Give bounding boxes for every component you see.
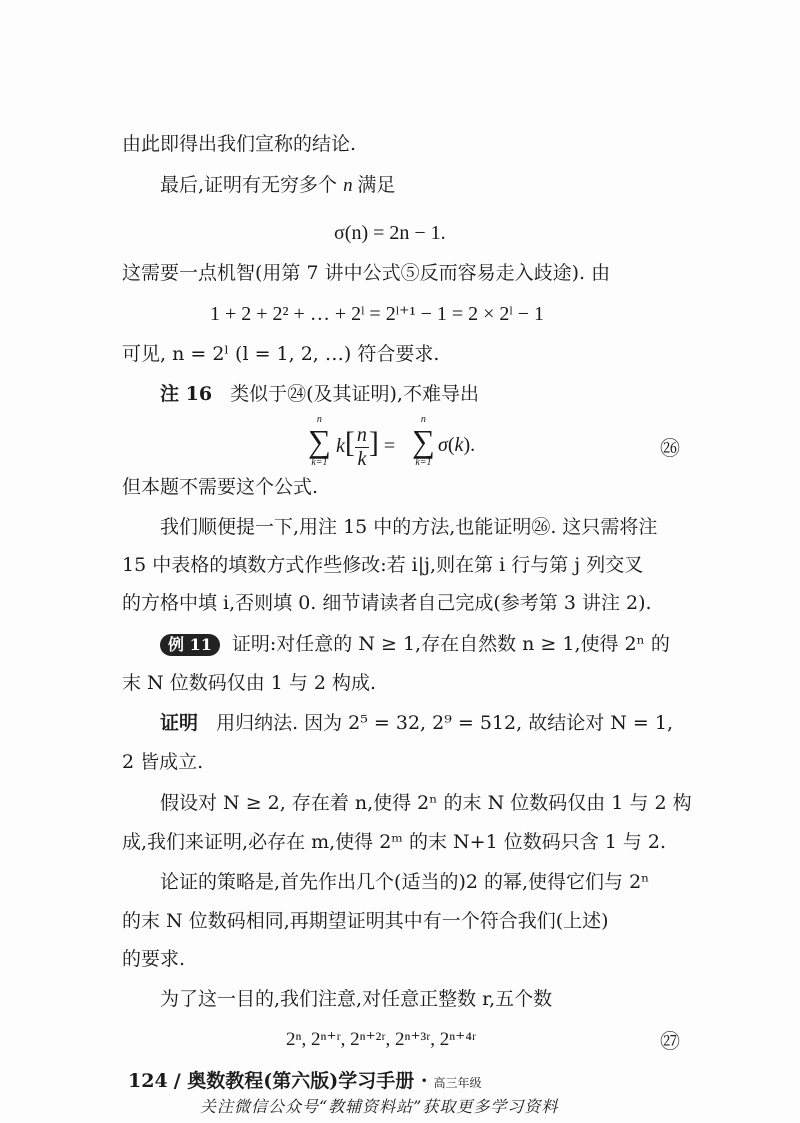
text-line-2-part-a: 最后,证明有无穷多个 [160, 174, 338, 196]
text-line-2: 最后,证明有无穷多个 n 满足 [160, 174, 396, 196]
example-11-badge: 例 11 [160, 634, 220, 656]
watermark-text: 关注微信公众号“教辅资料站”获取更多学习资料 [200, 1097, 559, 1116]
note-16 [160, 381, 479, 407]
text-line-7: 15 中表格的填数方式作些修改:若 i|j,则在第 i 行与第 j 列交叉 [122, 554, 644, 576]
equation-27: 2ⁿ, 2ⁿ⁺ʳ, 2ⁿ⁺²ʳ, 2ⁿ⁺³ʳ, 2ⁿ⁺⁴ʳ [286, 1029, 477, 1050]
text-line-14: 的末 N 位数码相同,再期望证明其中有一个符合我们(上述) [122, 910, 609, 932]
page-footer [128, 1066, 482, 1093]
note-16-label: 注 16 [160, 383, 213, 405]
proof [160, 710, 673, 736]
text-line-11: 假设对 N ≥ 2, 存在着 n,使得 2ⁿ 的末 N 位数码仅由 1 与 2 构 [160, 792, 692, 814]
text-line-2-part-b: 满足 [357, 174, 396, 196]
example-11-text: 证明:对任意的 N ≥ 1,存在自然数 n ≥ 1,使得 2ⁿ 的 [231, 633, 670, 655]
note-16-text: 类似于㉔(及其证明),不难导出 [230, 383, 479, 405]
equation-26-tag: ㉖ [660, 438, 680, 460]
text-line-6: 我们顺便提一下,用注 15 中的方法,也能证明㉖. 这只需将注 [160, 516, 658, 538]
summation-right: n ∑ k=1 [412, 414, 435, 468]
equation-sigma-lhs: σ(n) [334, 222, 369, 244]
text-line-15: 的要求. [122, 948, 186, 970]
grade-label: 高三年级 [433, 1076, 482, 1090]
proof-text: 用归纳法. 因为 2⁵ = 32, 2⁹ = 512, 故结论对 N = 1, [216, 712, 673, 734]
text-line-1: 由此即得出我们宣称的结论. [122, 133, 357, 155]
text-line-4: 可见, n = 2ˡ (l = 1, 2, …) 符合要求. [122, 343, 440, 365]
text-line-3: 这需要一点机智(用第 7 讲中公式⑤反而容易走入歧途). 由 [122, 262, 611, 284]
text-line-12: 成,我们来证明,必存在 m,使得 2ᵐ 的末 N+1 位数码只含 1 与 2. [122, 831, 667, 853]
example-11 [160, 631, 670, 657]
text-line-16: 为了这一目的,我们注意,对任意正整数 r,五个数 [160, 988, 553, 1010]
equation-sigma-rhs: = 2n − 1. [373, 222, 446, 244]
text-line-10: 2 皆成立. [122, 751, 204, 773]
equation-sigma [334, 220, 446, 246]
summation-right-body: σ(k). [438, 434, 476, 456]
summation-left: n ∑ k=1 [308, 414, 331, 468]
proof-label: 证明 [160, 712, 199, 734]
text-line-5: 但本题不需要这个公式. [122, 476, 319, 498]
page-number: 124 [128, 1070, 168, 1092]
summation-left-body: k[ $\frac{n}{k}$ ] = [336, 424, 396, 470]
equation-27-tag: ㉗ [660, 1031, 680, 1053]
book-title: / 奥数教程(第六版)学习手册 · [173, 1070, 428, 1092]
equation-geometric-sum: 1 + 2 + 2² + … + 2ˡ = 2ˡ⁺¹ − 1 = 2 × 2ˡ − 1 [210, 303, 545, 325]
text-line-13: 论证的策略是,首先作出几个(适当的)2 的幂,使得它们与 2ⁿ [160, 871, 650, 893]
text-line-9: 末 N 位数码仅由 1 与 2 构成. [122, 672, 377, 694]
text-line-8: 的方格中填 i,否则填 0. 细节请读者自己完成(参考第 3 讲注 2). [122, 592, 652, 614]
